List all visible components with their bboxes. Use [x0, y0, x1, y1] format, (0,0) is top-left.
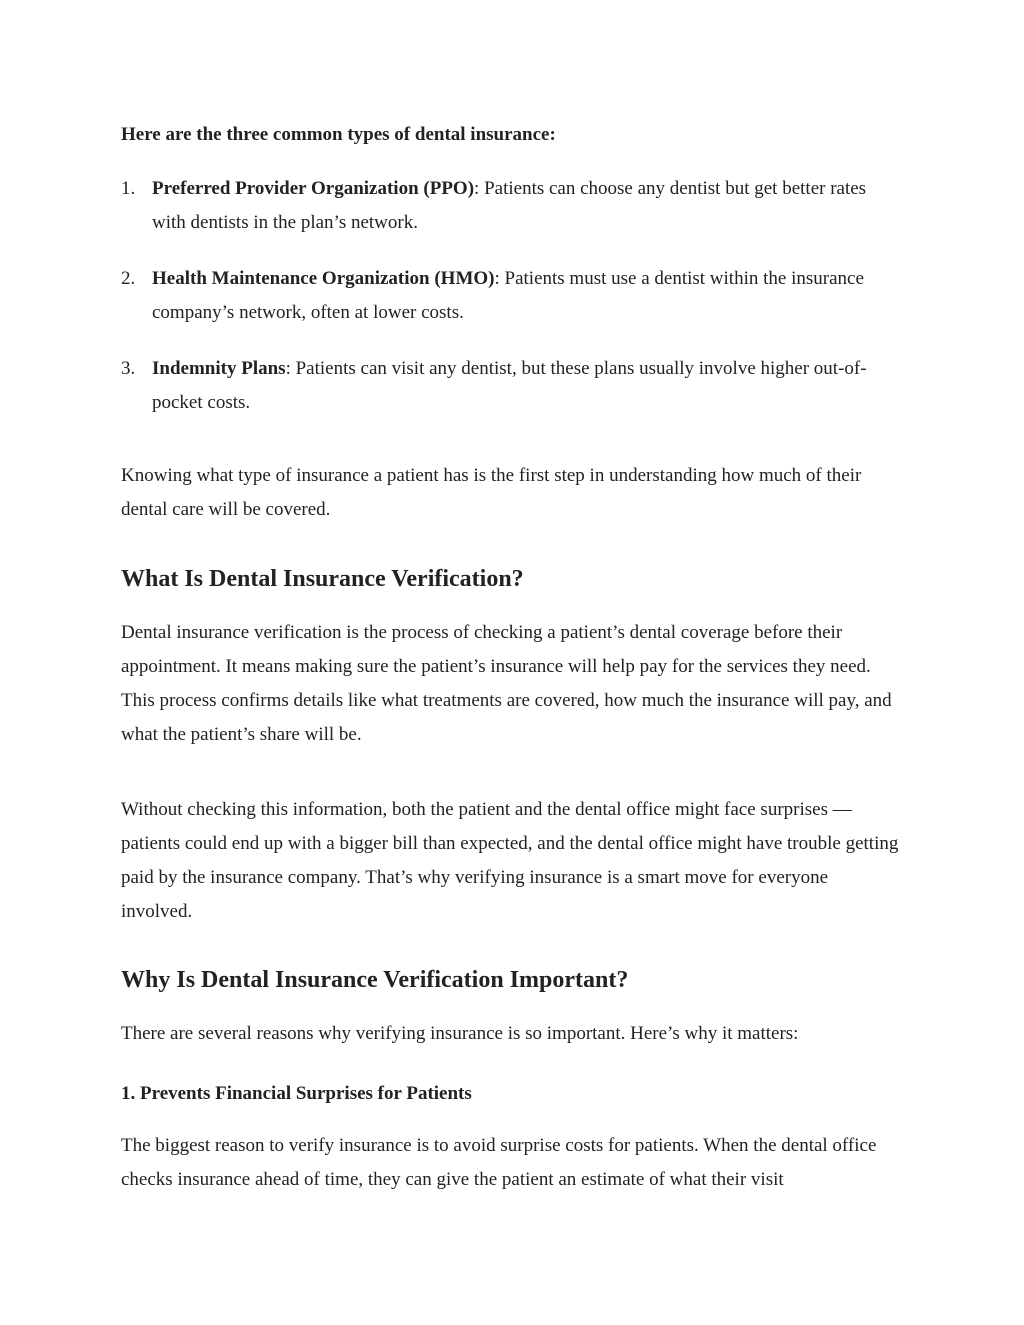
- list-item-term: Health Maintenance Organization (HMO): [152, 268, 495, 289]
- why-important-paragraph: There are several reasons why verifying insurance is so important. Here’s why it matters:: [121, 1023, 799, 1044]
- list-item-description: : Patients can choose any dentist but get better rates with dentists in the plan’s network.: [152, 178, 867, 233]
- intro-heading: Here are the three common types of dental insurance:: [121, 124, 556, 145]
- list-item: [121, 262, 901, 330]
- list-item-term: Preferred Provider Organization (PPO): [152, 178, 475, 199]
- list-item-term: Indemnity Plans: [152, 358, 286, 379]
- what-is-paragraph-1: Dental insurance verification is the process of checking a patient’s dental coverage before their appointment. It means making sure the patient’s insurance will help pay for the services they need. This process confirms details like what treatments are covered, how much the insurance will pay, and what the patient’s share will be.: [121, 622, 892, 745]
- list-item: [121, 172, 901, 240]
- what-is-paragraph-2: Without checking this information, both the patient and the dental office might face surprises — patients could end up with a bigger bill than expected, and the dental office might have trouble getting paid by the insurance company. That’s why verifying insurance is a smart move for everyone involved.: [121, 799, 899, 922]
- subheading-financial-surprises: 1. Prevents Financial Surprises for Patients: [121, 1083, 472, 1104]
- list-item: [121, 352, 901, 420]
- what-is-heading: What Is Dental Insurance Verification?: [121, 566, 524, 592]
- why-important-heading: Why Is Dental Insurance Verification Important?: [121, 967, 629, 993]
- list-item-number: 2.: [121, 268, 136, 289]
- financial-surprises-paragraph: The biggest reason to verify insurance is to avoid surprise costs for patients. When the dental office checks insurance ahead of time, they can give the patient an estimate of what their visit: [121, 1135, 877, 1190]
- list-item-number: 1.: [121, 178, 136, 199]
- list-item-description: : Patients can visit any dentist, but these plans usually involve higher out-of-pocket costs.: [152, 358, 867, 413]
- list-item-number: 3.: [121, 358, 136, 379]
- list-item-description: : Patients must use a dentist within the insurance company’s network, often at lower costs.: [152, 268, 864, 323]
- insurance-types-list: [121, 172, 901, 442]
- knowing-paragraph: Knowing what type of insurance a patient has is the first step in understanding how much of their dental care will be covered.: [121, 465, 862, 520]
